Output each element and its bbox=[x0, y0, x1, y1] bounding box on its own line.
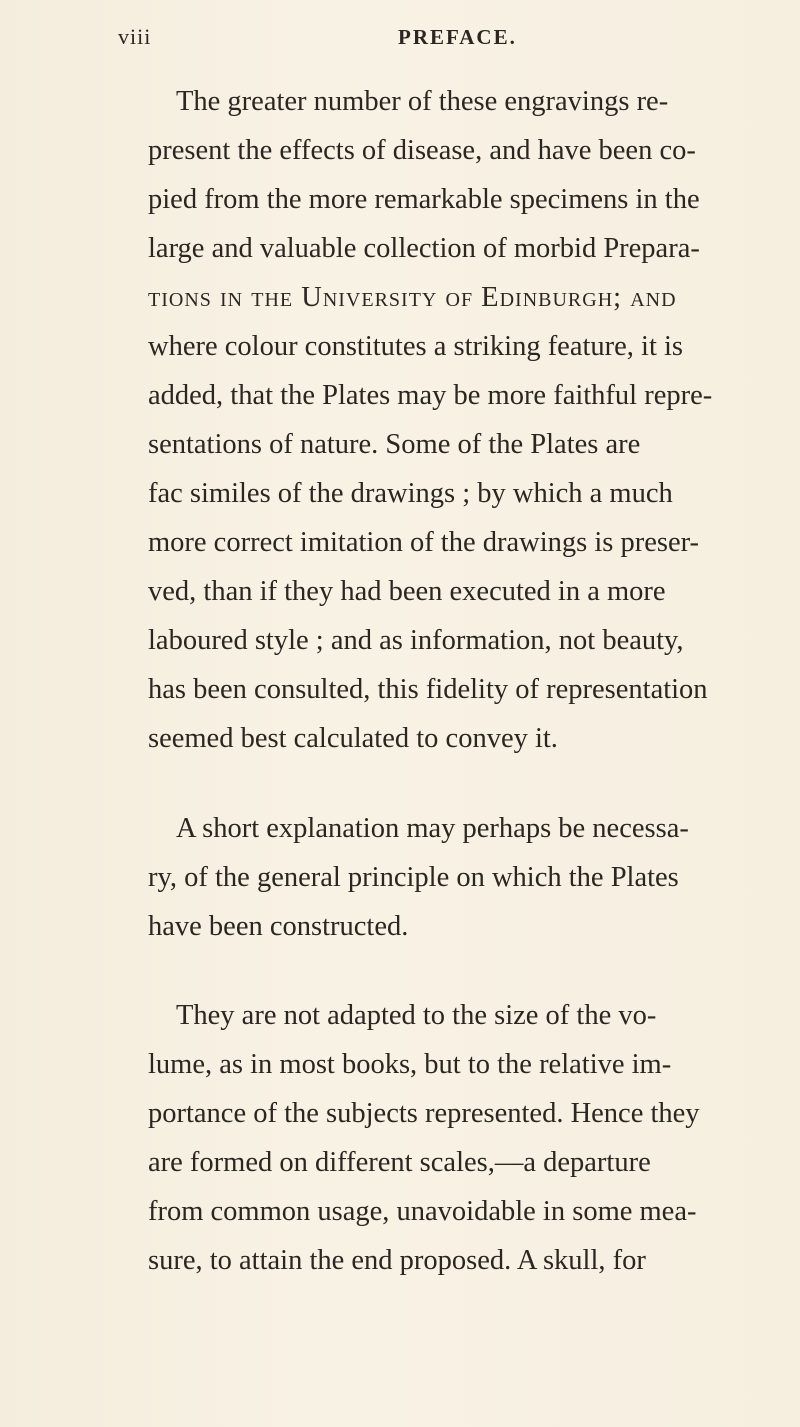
text-line: portance of the subjects represented. Hence they bbox=[148, 1098, 700, 1129]
text-line: laboured style ; and as information, not beauty, bbox=[148, 625, 684, 656]
text-line: large and valuable collection of morbid Prepara- bbox=[148, 233, 700, 264]
text-line: where colour constitutes a striking feature, it is bbox=[148, 331, 684, 362]
text-line: have been constructed. bbox=[148, 911, 409, 942]
text-line: seemed best calculated to convey it. bbox=[148, 723, 558, 754]
text-line: sentations of nature. Some of the Plates are bbox=[148, 429, 641, 460]
text-line: more correct imitation of the drawings is preser- bbox=[148, 527, 700, 558]
text-line: from common usage, unavoidable in some mea- bbox=[148, 1196, 697, 1227]
page-number: viii bbox=[118, 24, 152, 49]
page-header bbox=[118, 24, 798, 58]
text-line: pied from the more remarkable specimens in the bbox=[148, 184, 700, 215]
text-line: ved, than if they had been executed in a more bbox=[148, 576, 666, 607]
text-line: A short explanation may perhaps be necessa- bbox=[176, 813, 689, 844]
text-line: are formed on different scales,—a departure bbox=[148, 1147, 651, 1178]
text-line: added, that the Plates may be more faithful repre- bbox=[148, 380, 713, 411]
text-line: sure, to attain the end proposed. A skull, for bbox=[148, 1245, 646, 1276]
running-head: PREFACE. bbox=[398, 25, 517, 49]
text-line: ry, of the general principle on which the Plates bbox=[148, 862, 679, 893]
text-line: They are not adapted to the size of the vo- bbox=[176, 1000, 657, 1031]
text-line: fac similes of the drawings ; by which a much bbox=[148, 478, 673, 509]
text-line: The greater number of these engravings re- bbox=[176, 86, 669, 117]
text-line: has been consulted, this fidelity of representation bbox=[148, 674, 708, 705]
text-line: present the effects of disease, and have been co- bbox=[148, 135, 696, 166]
text-line: tions in the University of Edinburgh; and bbox=[148, 282, 677, 313]
text-line: lume, as in most books, but to the relative im- bbox=[148, 1049, 672, 1080]
